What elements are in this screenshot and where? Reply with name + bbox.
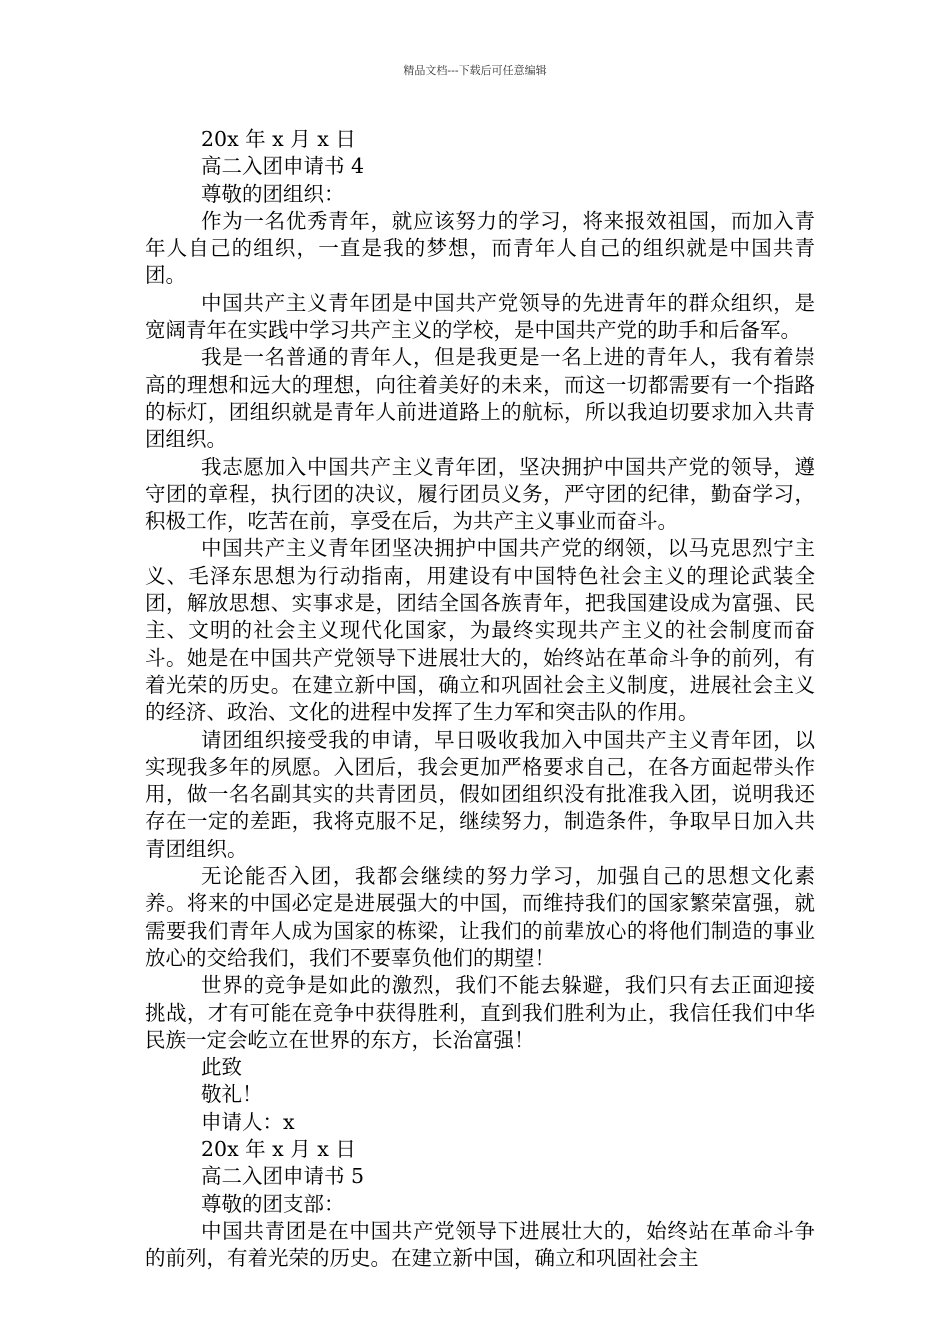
closing-line: 此致	[201, 1055, 242, 1080]
salutation: 尊敬的团组织：	[201, 181, 345, 206]
page-header: 精品文档---下载后可任意编辑	[403, 64, 547, 77]
closing-line: 敬礼！	[201, 1082, 263, 1107]
body-paragraph: 中国共产主义青年团是中国共产党领导的先进青年的群众组织，是宽阔青年在实践中学习共产主义的学校，是中国共产党的助手和后备军。	[145, 290, 815, 343]
document-title: 高二入团申请书 5	[201, 1164, 365, 1189]
date-line: 20x 年 x 月 x 日	[201, 127, 356, 151]
applicant-line: 申请人：x	[201, 1109, 295, 1134]
body-paragraph: 请团组织接受我的申请，早日吸收我加入中国共产主义青年团，以实现我多年的夙愿。入团后，我会更加严格要求自己，在各方面起带头作用，做一名名副其实的共青团员，假如团组织没有批准我入团，说明我还存在一定的差距，我将克服不足，继续努力，制造条件，争取早日加入共青团组织。	[145, 727, 815, 861]
date-line: 20x 年 x 月 x 日	[201, 1136, 356, 1161]
salutation: 尊敬的团支部：	[201, 1191, 345, 1216]
body-paragraph: 我志愿加入中国共产主义青年团，坚决拥护中国共产党的领导，遵守团的章程，执行团的决议，履行团员义务，严守团的纪律，勤奋学习，积极工作，吃苦在前，享受在后，为共产主义事业而奋斗。	[145, 454, 815, 534]
body-paragraph: 作为一名优秀青年，就应该努力的学习，将来报效祖国，而加入青年人自己的组织，一直是我的梦想，而青年人自己的组织就是中国共青团。	[145, 208, 815, 288]
document-title: 高二入团申请书 4	[201, 154, 365, 179]
body-paragraph: 中国共青团是在中国共产党领导下进展壮大的，始终站在革命斗争的前列，有着光荣的历史。在建立新中国，确立和巩固社会主	[145, 1218, 815, 1271]
body-paragraph: 我是一名普通的青年人，但是我更是一名上进的青年人，我有着崇高的理想和远大的理想，向往着美好的未来，而这一切都需要有一个指路的标灯，团组织就是青年人前进道路上的航标，所以我迫切要求加入共青团组织。	[145, 345, 815, 452]
body-paragraph: 世界的竞争是如此的激烈，我们不能去躲避，我们只有去正面迎接挑战，才有可能在竞争中获得胜利，直到我们胜利为止，我信任我们中华民族一定会屹立在世界的东方，长治富强！	[145, 973, 815, 1052]
document-body	[145, 126, 815, 1272]
body-paragraph: 无论能否入团，我都会继续的努力学习，加强自己的思想文化素养。将来的中国必定是进展强大的中国，而维持我们的国家繁荣富强，就需要我们青年人成为国家的栋梁，让我们的前辈放心的将他们制造的事业放心的交给我们，我们不要辜负他们的期望！	[145, 864, 815, 970]
body-paragraph: 中国共产主义青年团坚决拥护中国共产党的纲领，以马克思烈宁主义、毛泽东思想为行动指南，用建设有中国特色社会主义的理论武装全团，解放思想、实事求是，团结全国各族青年，把我国建设成为富强、民主、文明的社会主义现代化国家，为最终实现共产主义的社会制度而奋斗。她是在中国共产党领导下进展壮大的，始终站在革命斗争的前列，有着光荣的历史。在建立新中国，确立和巩固社会主义制度，进展社会主义的经济、政治、文化的进程中发挥了生力军和突击队的作用。	[145, 536, 815, 725]
